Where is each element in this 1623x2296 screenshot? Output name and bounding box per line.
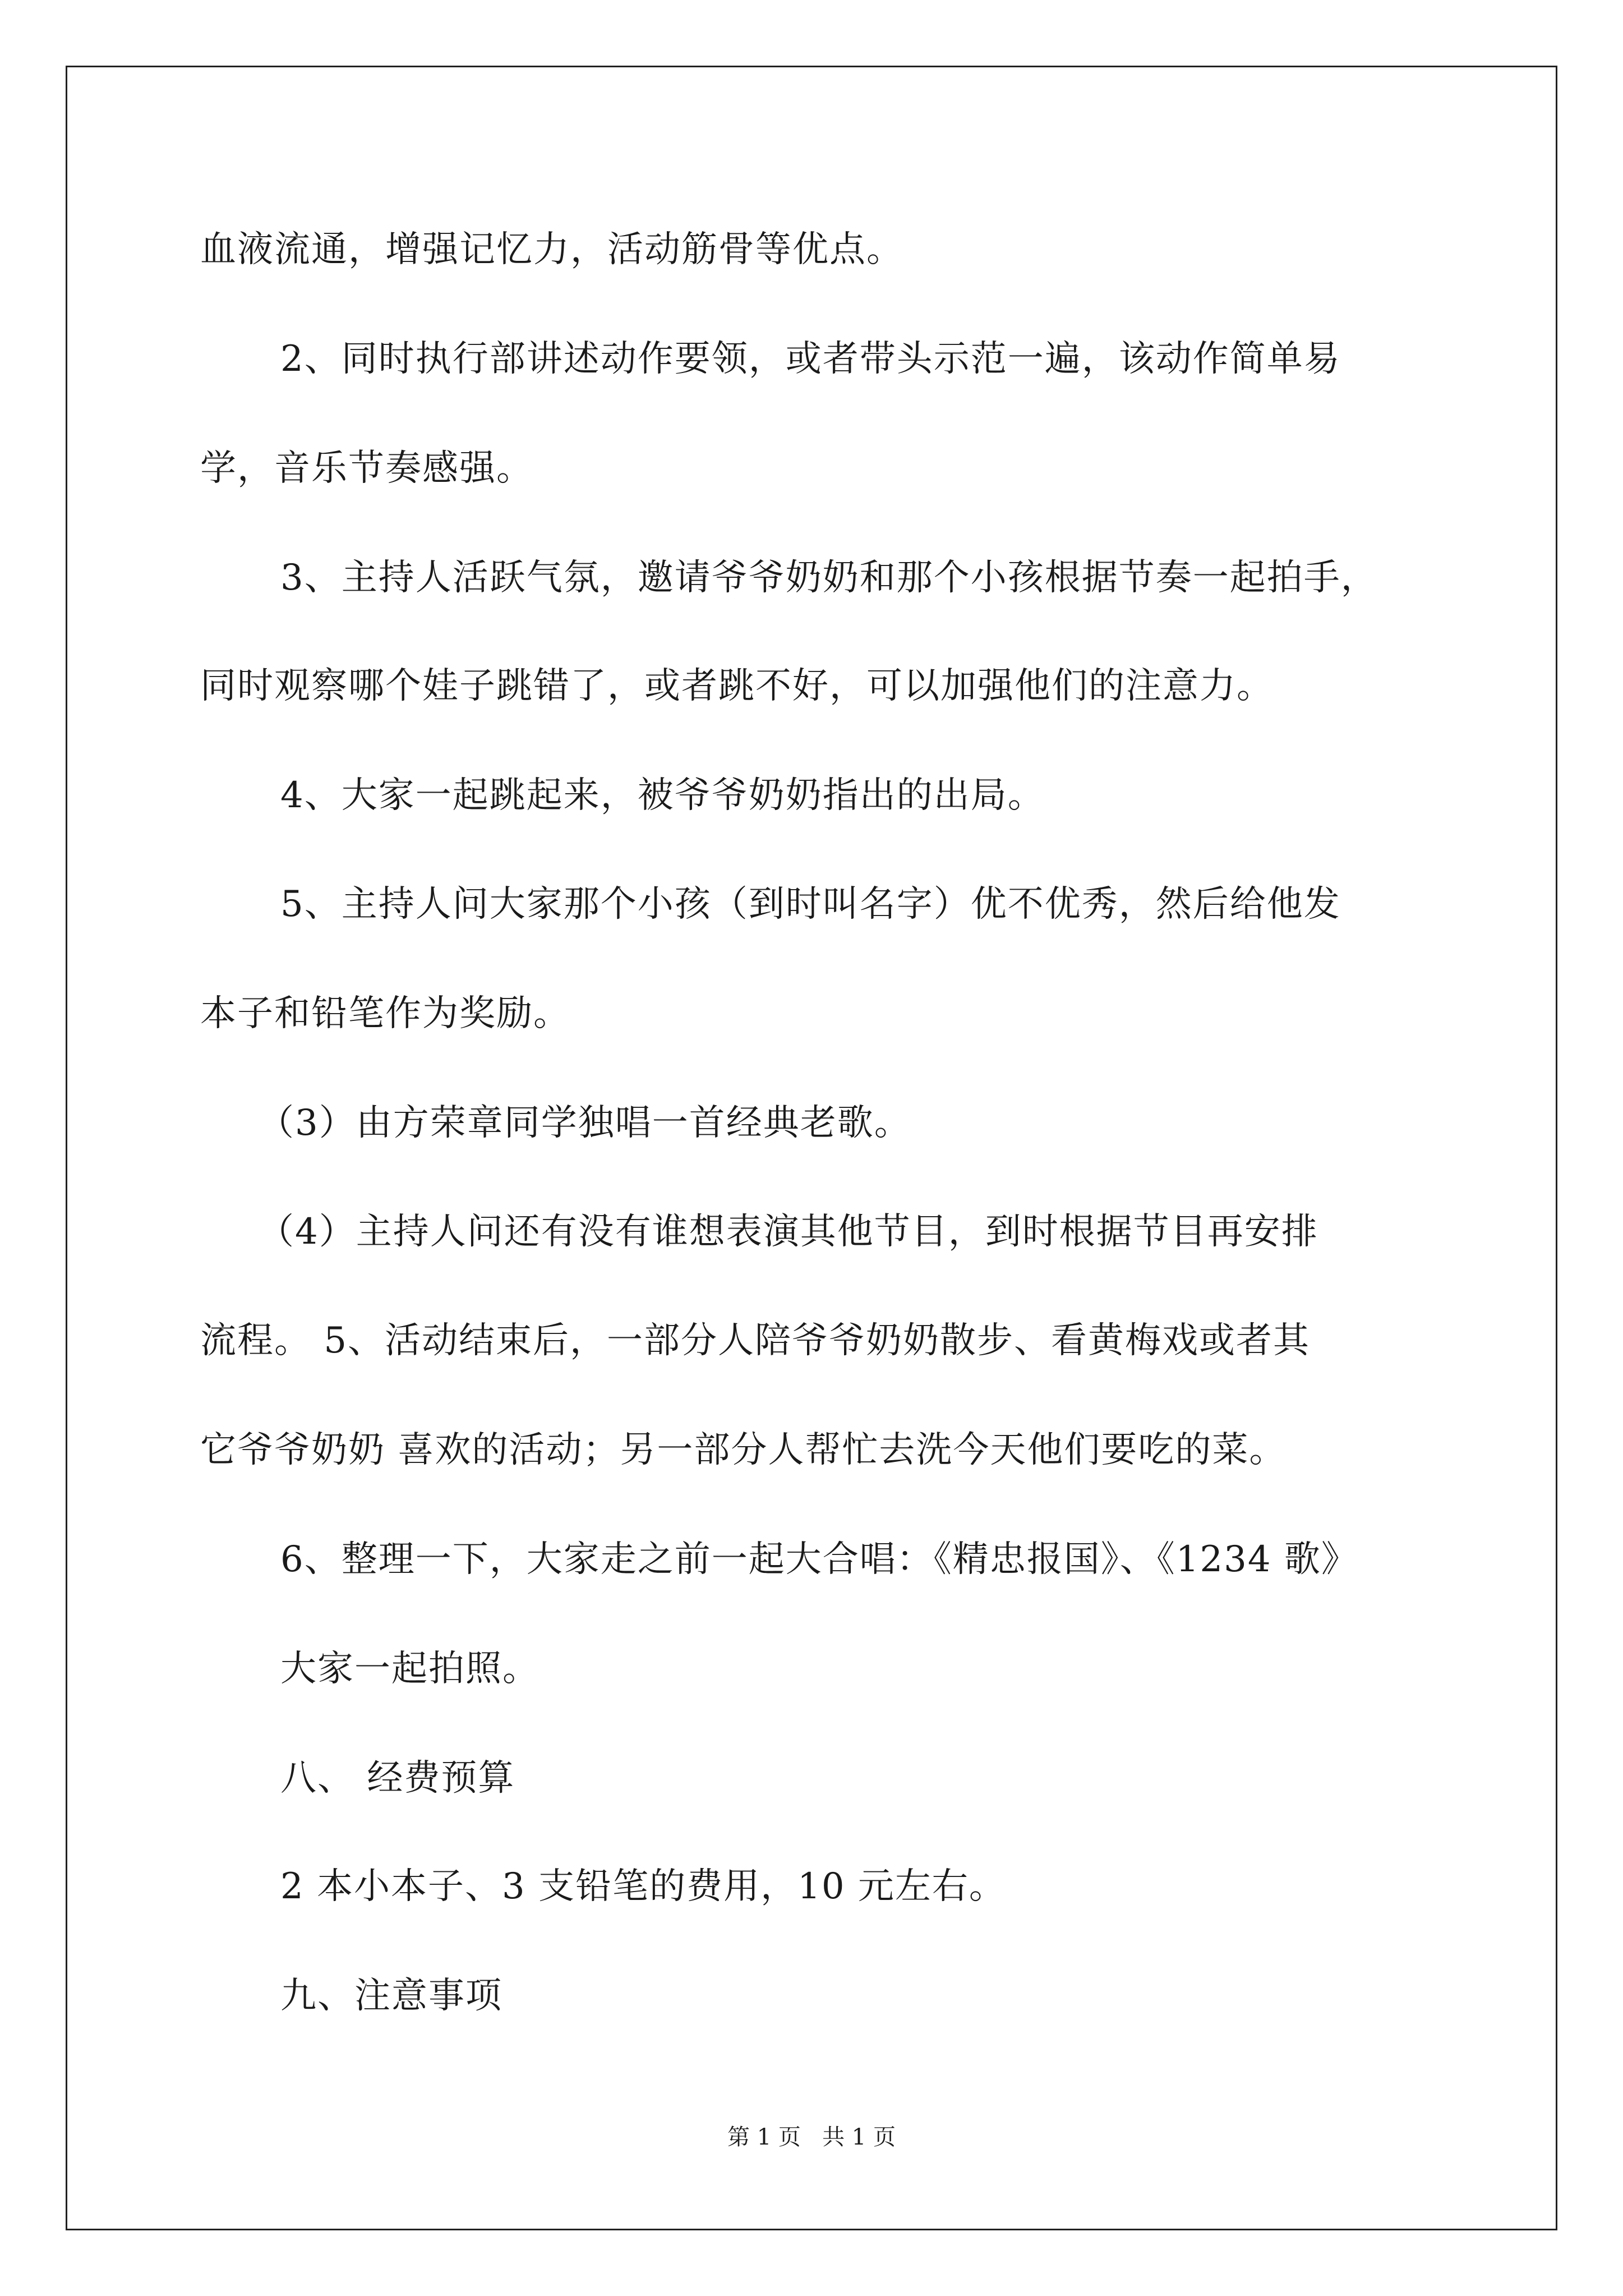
paragraph-line: （4）主持人问还有没有谁想表演其他节目，到时根据节目再安排 bbox=[258, 1211, 1318, 1253]
paragraph-line: 流程。 5、活动结束后，一部分人陪爷爷奶奶散步、看黄梅戏或者其 bbox=[200, 1320, 1311, 1361]
paragraph-line: （3）由方荣章同学独唱一首经典老歌。 bbox=[258, 1102, 911, 1144]
section-heading: 九、注意事项 bbox=[280, 1975, 502, 2017]
paragraph-line: 6、整理一下，大家走之前一起大合唱：《精忠报国》、《1234 歌》 bbox=[280, 1539, 1358, 1580]
paragraph-line: 大家一起拍照。 bbox=[280, 1648, 540, 1690]
paragraph-line: 3、主持人活跃气氛，邀请爷爷奶奶和那个小孩根据节奏一起拍手， bbox=[280, 557, 1378, 599]
paragraph-line: 5、主持人问大家那个小孩（到时叫名字）优不优秀，然后给他发 bbox=[280, 884, 1341, 925]
paragraph-line: 同时观察哪个娃子跳错了，或者跳不好，可以加强他们的注意力。 bbox=[200, 665, 1274, 707]
paragraph-line: 2 本小本子、3 支铅笔的费用，10 元左右。 bbox=[280, 1866, 1006, 1907]
paragraph-line: 本子和铅笔作为奖励。 bbox=[200, 993, 570, 1034]
paragraph-line: 它爷爷奶奶 喜欢的活动；另一部分人帮忙去洗今天他们要吃的菜。 bbox=[200, 1429, 1287, 1471]
paragraph-line: 血液流通，增强记忆力，活动筋骨等优点。 bbox=[200, 229, 903, 270]
paragraph-line: 学，音乐节奏感强。 bbox=[200, 448, 533, 489]
paragraph-line: 4、大家一起跳起来，被爷爷奶奶指出的出局。 bbox=[280, 775, 1045, 816]
paragraph-line: 2、同时执行部讲述动作要领，或者带头示范一遍，该动作简单易 bbox=[280, 338, 1341, 380]
page-number: 第 1 页 共 1 页 bbox=[727, 2124, 896, 2150]
section-heading: 八、 经费预算 bbox=[280, 1757, 515, 1799]
